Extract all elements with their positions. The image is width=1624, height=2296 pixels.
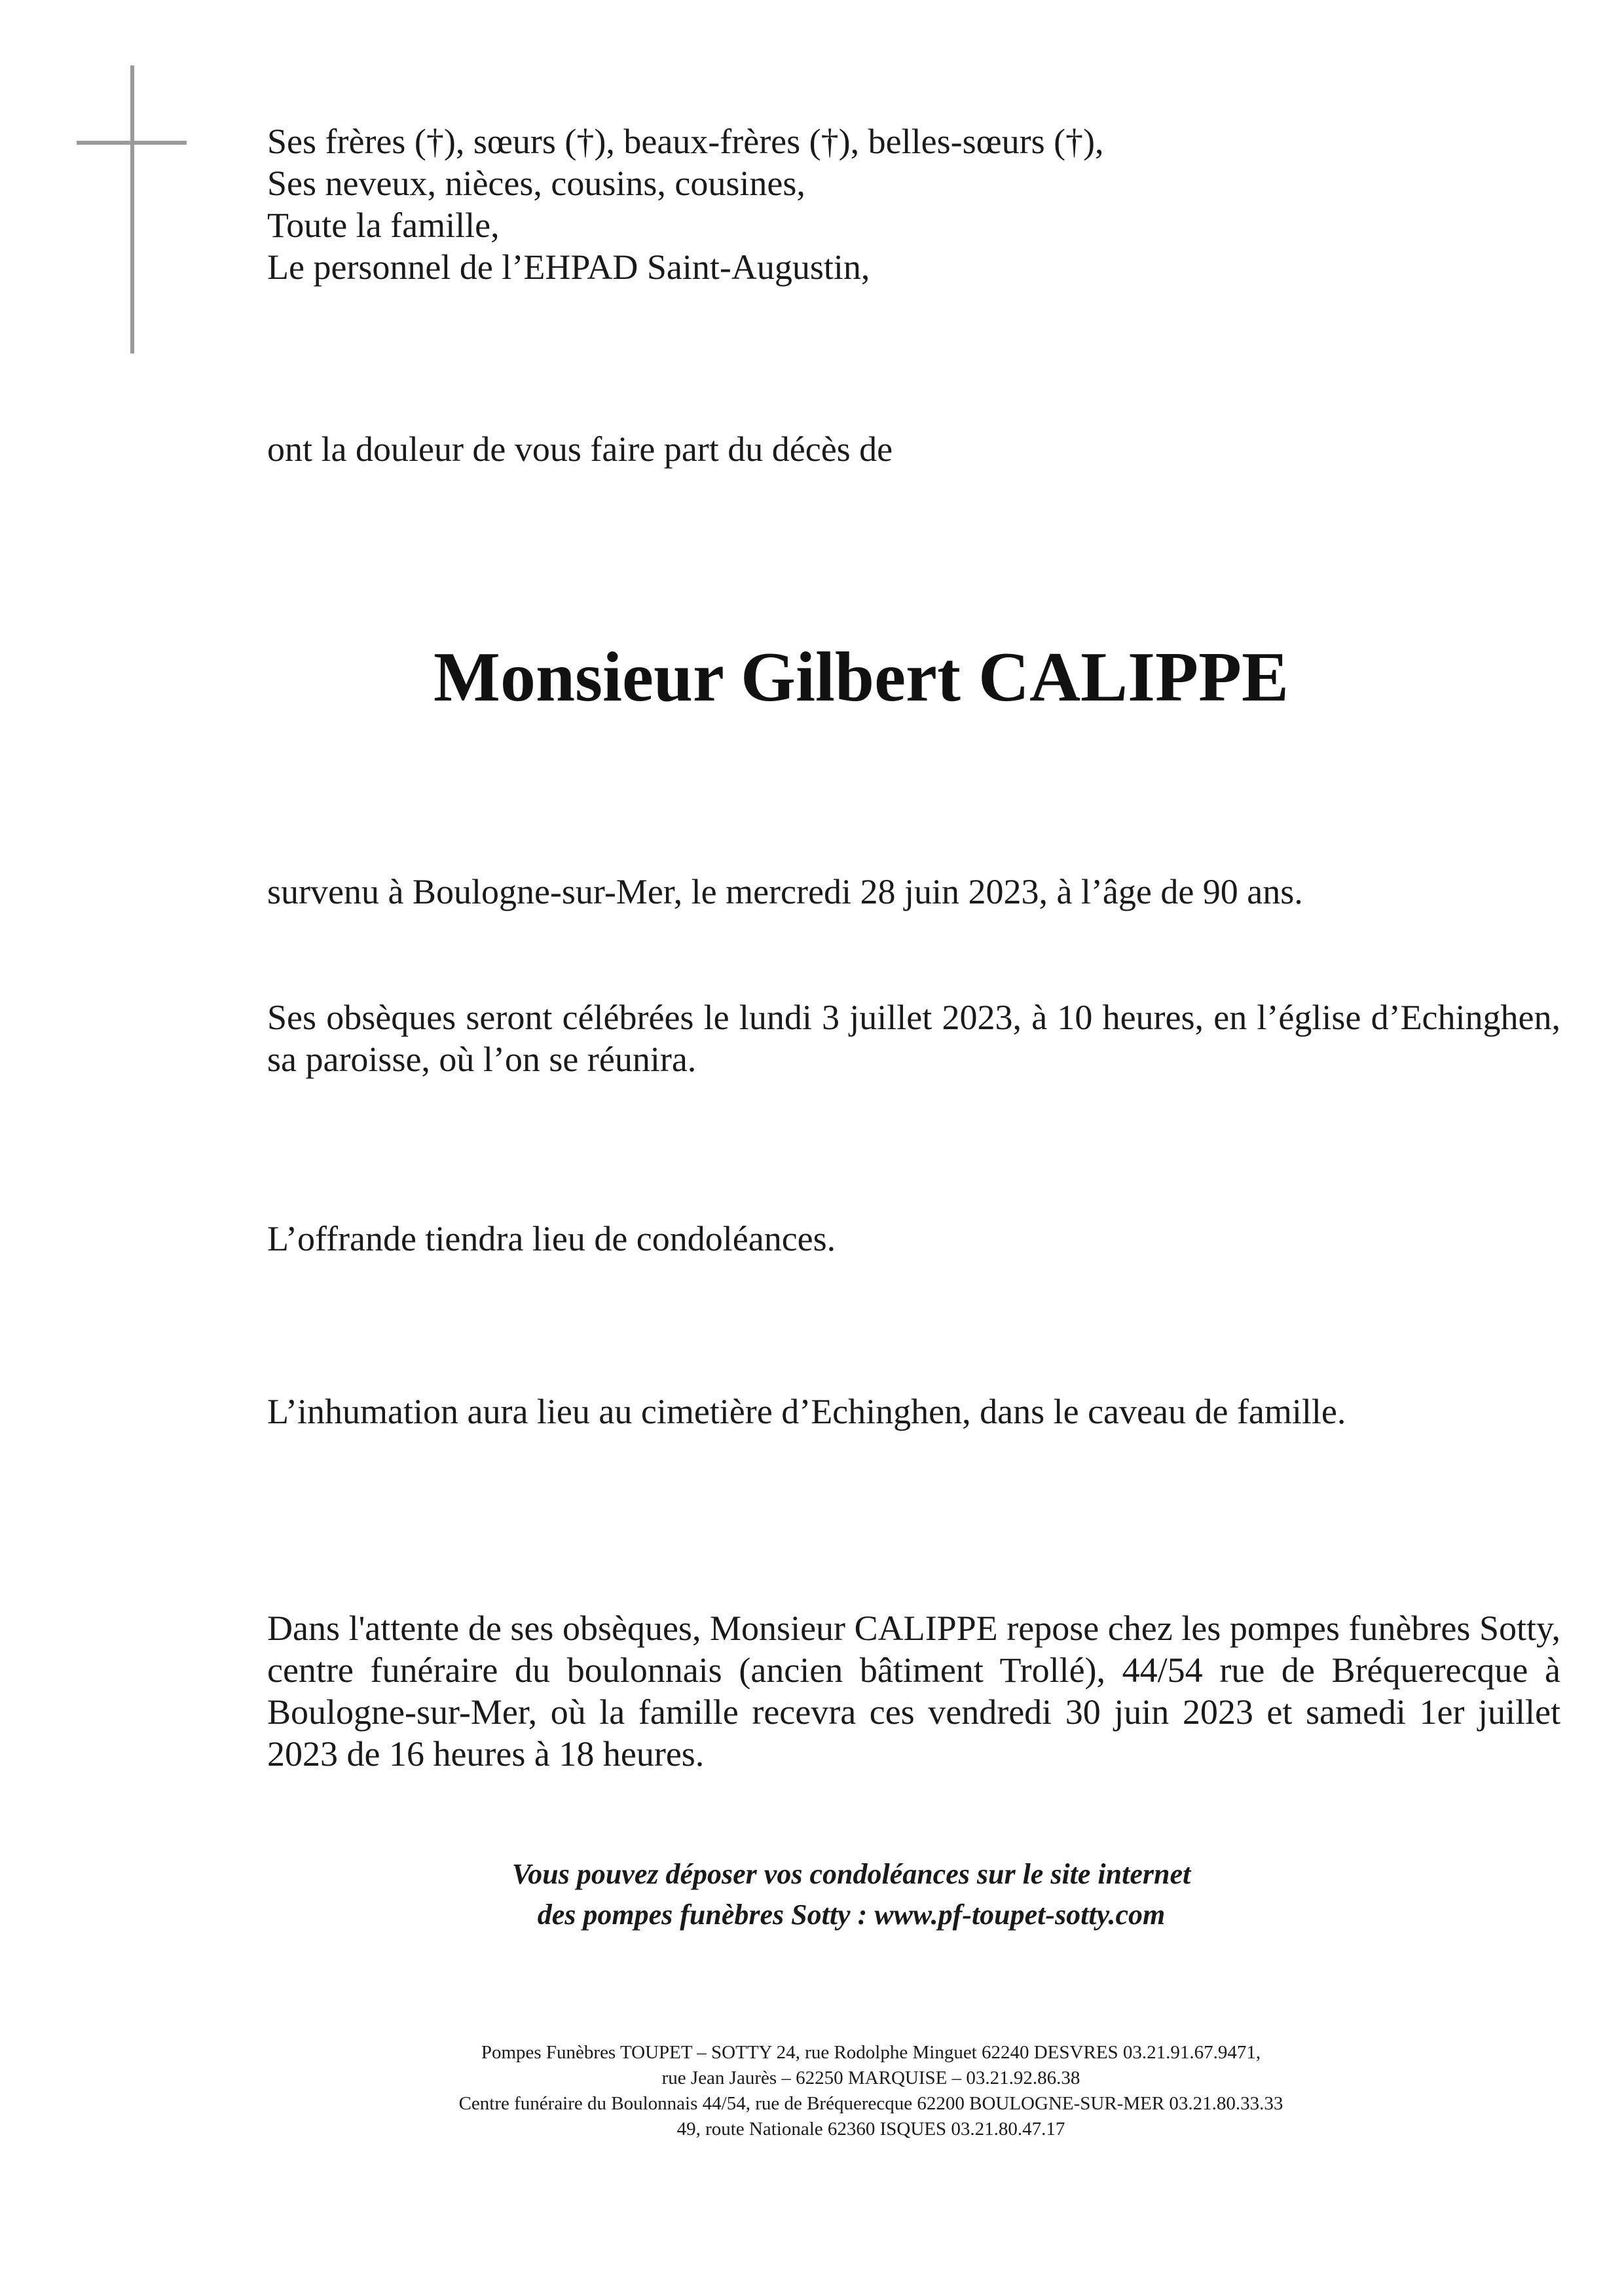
footer-line: rue Jean Jaurès – 62250 MARQUISE – 03.21.92.86.38 [661,2068,1080,2088]
online-condolences-line: Vous pouvez déposer vos condoléances sur le site internet [511,1858,1191,1890]
family-line: Ses frères (†), sœurs (†), beaux-frères (†), belles-sœurs (†), [267,122,1104,161]
family-line: Ses neveux, nièces, cousins, cousines, [267,164,805,203]
deceased-name: Monsieur Gilbert CALIPPE [434,638,1289,716]
family-line: Toute la famille, [267,206,500,245]
death-details: survenu à Boulogne-sur-Mer, le mercredi 28 juin 2023, à l’âge de 90 ans. [267,872,1303,911]
offering-note: L’offrande tiendra lieu de condoléances. [267,1219,836,1258]
footer-line: Centre funéraire du Boulonnais 44/54, rue de Bréquerecque 62200 BOULOGNE-SUR-MER 03.21.80.33.33 [458,2093,1283,2114]
online-condolences [0,1854,1624,1935]
funeral-home-footer [0,2040,1624,2142]
burial-details: L’inhumation aura lieu au cimetière d’Echinghen, dans le caveau de famille. [267,1392,1346,1431]
family-line: Le personnel de l’EHPAD Saint-Augustin, [267,247,870,287]
resting-place-details: Dans l'attente de ses obsèques, Monsieur CALIPPE repose chez les pompes funèbres Sotty, centre funéraire du boulonnais (ancien bâtiment Trollé), 44/54 rue de Bréquerecque à Boulogne-sur-Mer, où la famille recevra ces vendredi 30 juin 2023 et samedi 1er juillet 2023 de 16 heures à 18 heures. [267,1609,1560,1774]
online-condolences-line: des pompes funèbres Sotty : www.pf-toupet-sotty.com [537,1899,1166,1931]
announcement-text: ont la douleur de vous faire part du décès de [267,429,893,469]
funeral-details: Ses obsèques seront célébrées le lundi 3 juillet 2023, à 10 heures, en l’église d’Echinghen, sa paroisse, où l’on se réunira. [267,998,1560,1079]
cross-icon-bar [77,141,187,145]
footer-line: Pompes Funèbres TOUPET – SOTTY 24, rue Rodolphe Minguet 62240 DESVRES 03.21.91.67.9471, [481,2042,1261,2063]
cross-icon [130,65,134,354]
family-list [267,120,1560,288]
footer-line: 49, route Nationale 62360 ISQUES 03.21.80.47.17 [676,2119,1065,2140]
